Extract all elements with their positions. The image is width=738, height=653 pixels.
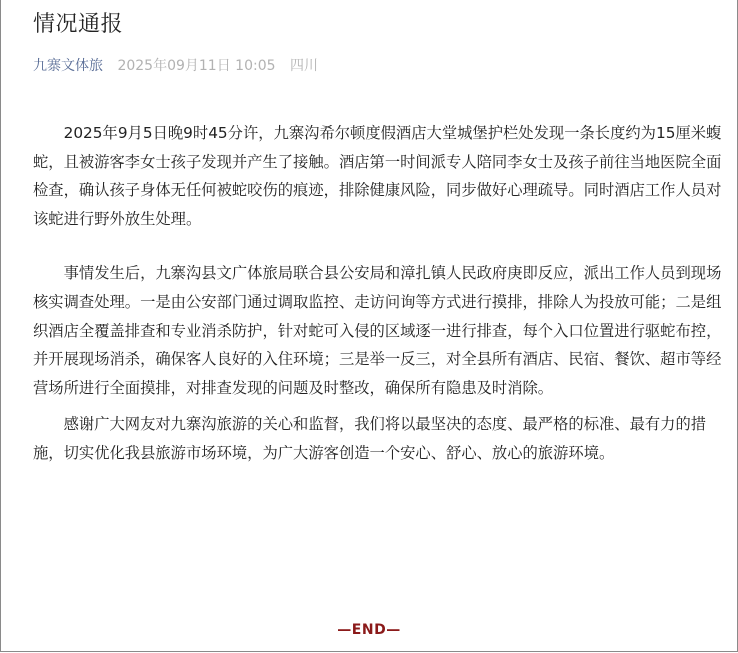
publish-time: 2025年09月11日 10:05 bbox=[117, 58, 276, 74]
article-meta bbox=[33, 56, 723, 76]
paragraph-response: 事情发生后，九寨沟县文广体旅局联合县公安局和漳扎镇人民政府庚即反应，派出工作人员到现场核实调查处理。一是由公安部门通过调取监控、走访问询等方式进行摸排，排除人为投放可能；二是组织酒店全覆盖排查和专业消杀防护，针对蛇可入侵的区域逐一进行排查，每个入口位置进行驱蛇布控，并开展现场消杀，确保客人良好的入住环境；三是举一反三，对全县所有酒店、民宿、餐饮、超市等经营场所进行全面摸排，对排查发现的问题及时整改，确保所有隐患及时消除。 bbox=[33, 264, 722, 397]
article-content bbox=[33, 119, 723, 468]
publish-location: 四川 bbox=[289, 58, 318, 74]
paragraph-incident: 2025年9月5日晚9时45分许，九寨沟希尔顿度假酒店大堂城堡护栏处发现一条长度约为15厘米蝮蛇，且被游客李女士孩子发现并产生了接触。酒店第一时间派专人陪同李女士及孩子前往当地医院全面检查，确认孩子身体无任何被蛇咬伤的痕迹，排除健康风险，同步做好心理疏导。同时酒店工作人员对该蛇进行野外放生处理。 bbox=[33, 124, 722, 228]
article bbox=[33, 0, 723, 468]
article-title: 情况通报 bbox=[33, 12, 124, 37]
paragraph-thanks: 感谢广大网友对九寨沟旅游的关心和监督，我们将以最坚决的态度、最严格的标准、最有力的措施，切实优化我县旅游市场环境，为广大游客创造一个安心、舒心、放心的旅游环境。 bbox=[33, 415, 707, 462]
end-mark: —END— bbox=[337, 622, 401, 638]
account-name-link[interactable]: 九寨文体旅 bbox=[33, 58, 103, 74]
